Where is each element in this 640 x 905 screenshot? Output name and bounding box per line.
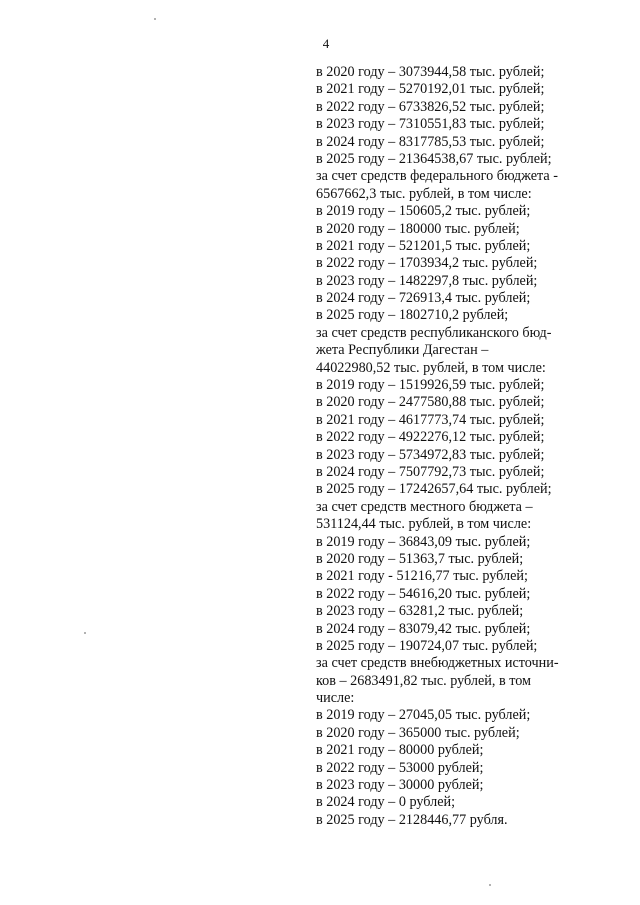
text-line: за счет средств внебюджетных источни- bbox=[316, 655, 559, 672]
text-line: в 2020 году – 2477580,88 тыс. рублей; bbox=[316, 394, 545, 411]
text-line: 531124,44 тыс. рублей, в том числе: bbox=[316, 516, 532, 533]
text-line: в 2023 году – 5734972,83 тыс. рублей; bbox=[316, 446, 545, 463]
text-line: в 2025 году – 190724,07 тыс. рублей; bbox=[316, 637, 538, 654]
text-line: в 2022 году – 53000 рублей; bbox=[316, 759, 484, 776]
scan-speck bbox=[489, 884, 491, 886]
text-line: в 2024 году – 7507792,73 тыс. рублей; bbox=[316, 463, 545, 480]
text-line: в 2020 году – 3073944,58 тыс. рублей; bbox=[316, 64, 545, 80]
text-line: жета Республики Дагестан – bbox=[316, 342, 489, 359]
text-line: в 2024 году – 0 рублей; bbox=[316, 794, 456, 811]
text-line: в 2020 году – 365000 тыс. рублей; bbox=[316, 724, 520, 741]
text-line: в 2019 году – 36843,09 тыс. рублей; bbox=[316, 533, 531, 550]
text-line: в 2021 году – 4617773,74 тыс. рублей; bbox=[316, 411, 545, 428]
scan-speck bbox=[84, 632, 86, 634]
text-line: в 2023 году – 7310551,83 тыс. рублей; bbox=[316, 116, 545, 133]
text-line: в 2021 году – 5270192,01 тыс. рублей; bbox=[316, 81, 545, 98]
text-line: ков – 2683491,82 тыс. рублей, в том bbox=[316, 672, 532, 689]
text-line: в 2025 году – 1802710,2 рублей; bbox=[316, 307, 509, 324]
text-line: в 2022 году – 4922276,12 тыс. рублей; bbox=[316, 429, 545, 446]
text-line: за счет средств республиканского бюд- bbox=[316, 324, 552, 341]
text-line: в 2023 году – 63281,2 тыс. рублей; bbox=[316, 603, 524, 620]
text-line: в 2020 году – 180000 тыс. рублей; bbox=[316, 220, 520, 237]
text-line: в 2025 году – 2128446,77 рубля. bbox=[316, 811, 508, 828]
text-line: в 2019 году – 27045,05 тыс. рублей; bbox=[316, 707, 531, 724]
text-line: в 2025 году – 21364538,67 тыс. рублей; bbox=[316, 150, 552, 167]
text-line: в 2023 году – 30000 рублей; bbox=[316, 777, 484, 794]
text-line: в 2019 году – 1519926,59 тыс. рублей; bbox=[316, 377, 545, 394]
text-line: в 2021 году – 80000 рублей; bbox=[316, 742, 484, 759]
text-line: 6567662,3 тыс. рублей, в том числе: bbox=[316, 185, 532, 202]
text-line: в 2024 году – 83079,42 тыс. рублей; bbox=[316, 620, 531, 637]
page-number: 4 bbox=[322, 36, 330, 51]
text-line: за счет средств федерального бюджета - bbox=[316, 168, 558, 185]
scan-speck bbox=[154, 18, 156, 20]
text-line: в 2021 году - 51216,77 тыс. рублей; bbox=[316, 568, 528, 585]
text-line: в 2020 году – 51363,7 тыс. рублей; bbox=[316, 550, 524, 567]
text-line: в 2023 году – 1482297,8 тыс. рублей; bbox=[316, 272, 538, 289]
text-line: 44022980,52 тыс. рублей, в том числе: bbox=[316, 359, 546, 376]
text-line: в 2021 году – 521201,5 тыс. рублей; bbox=[316, 237, 531, 254]
text-line: в 2022 году – 54616,20 тыс. рублей; bbox=[316, 585, 531, 602]
text-line: в 2019 году – 150605,2 тыс. рублей; bbox=[316, 203, 531, 220]
text-line: в 2024 году – 8317785,53 тыс. рублей; bbox=[316, 133, 545, 150]
funding-text-block bbox=[316, 64, 616, 829]
text-line: числе: bbox=[316, 690, 355, 707]
text-line: за счет средств местного бюджета – bbox=[316, 498, 533, 515]
text-line: в 2022 году – 6733826,52 тыс. рублей; bbox=[316, 98, 545, 115]
text-line: в 2025 году – 17242657,64 тыс. рублей; bbox=[316, 481, 552, 498]
text-line: в 2024 году – 726913,4 тыс. рублей; bbox=[316, 290, 531, 307]
text-line: в 2022 году – 1703934,2 тыс. рублей; bbox=[316, 255, 538, 272]
